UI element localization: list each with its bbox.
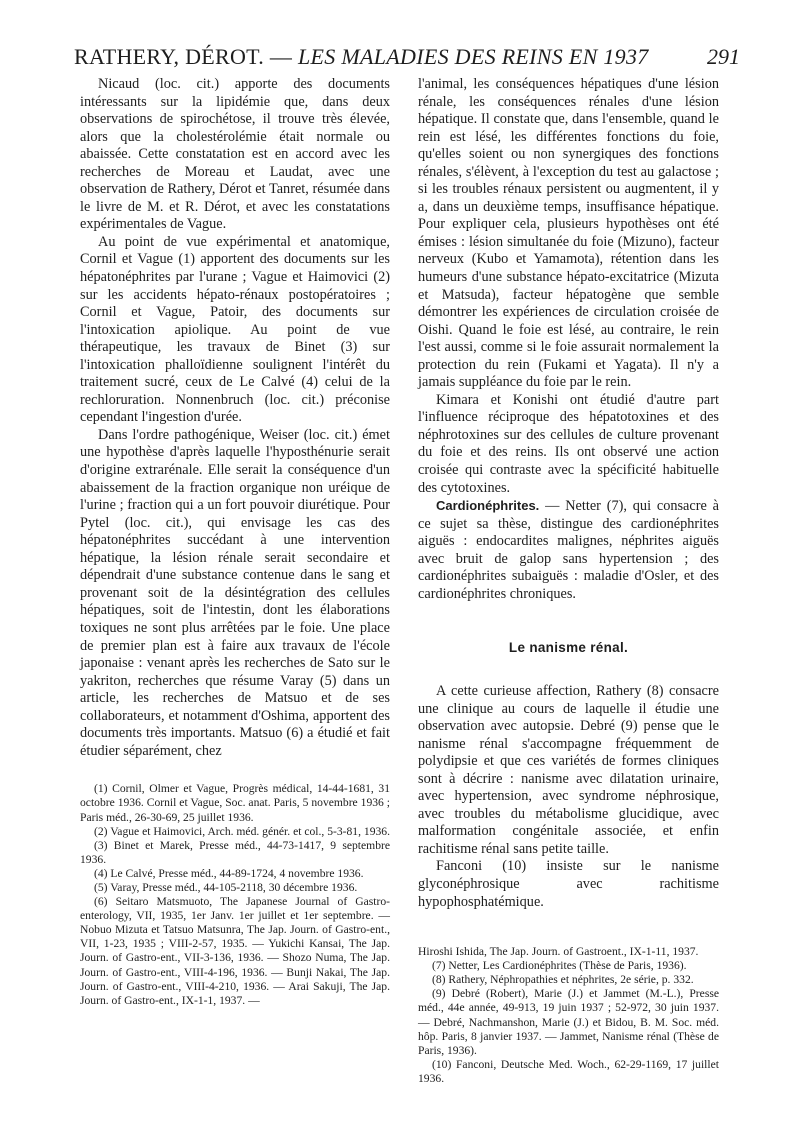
- paragraph: Fanconi (10) insiste sur le nanisme glyconéphrosique avec rachitisme hypophosphatémique.: [418, 858, 719, 910]
- paragraph: Dans l'ordre pathogénique, Weiser (loc. cit.) émet une hypothèse d'après laquelle l'hyposthénurie serait d'origine extrarénale. Elle serait la conséquence d'un abaissement de la fraction organique non uréique de l'urine ; fraction qui a un fort pouvoir diurétique. Pour Pytel (loc. cit.), qui envisage les cas des hépatonéphrites succédant à une intervention hépatique, la lésion rénale serait secondaire et dépendrait d'une substance contenue dans le sang et provenant soit de la désintégration des cellules hépatiques, soit de l'intestin, dont les élaborations toxiques ne sont plus arrêtées par le foie. Une place de premier plan est à faire aux travaux de l'école japonaise : venant après les recherches de Sato sur le yakriton, recherches que résume Varay (5) dans un article, les recherches de Matsuo et de ses collaborateurs, et notamment d'Oshima, apportent des documents très importants. Matsuo (6) a étudié et fait étudier séparément, chez: [80, 426, 390, 759]
- footnote: (1) Cornil, Olmer et Vague, Progrès médical, 14-44-1681, 31 octobre 1936. Cornil et Vague, Soc. anat. Paris, 5 novembre 1936 ; Paris méd., 26-30-69, 25 juillet 1936.: [80, 782, 390, 824]
- left-column: [80, 76, 390, 1008]
- paragraph: Nicaud (loc. cit.) apporte des documents intéressants sur la lipidémie que, dans deux observations de spirochétose, il trouve très élevée, alors que la cholestérolémie était normale ou abaissée. Cette constatation est en accord avec les recherches de Moreau et Laudat, avec une observation de Rathery, Dérot et Tanret, résumée dans le livre de M. et R. Dérot, et avec les constatations expérimentales de Vague.: [80, 76, 390, 233]
- cardio-text: — Netter (7), qui consacre à ce sujet sa thèse, distingue des cardionéphrites aiguës : endocardites malignes, néphrites aiguës avec bruit de galop sans hypertension ; des cardionéphrites subaiguës : maladie d'Osler, et des cardionéphrites chroniques.: [418, 498, 719, 602]
- paragraph: A cette curieuse affection, Rathery (8) consacre une clinique au cours de laquelle il étudie une observation avec autopsie. Debré (9) pense que le nanisme rénal s'accompagne fréquemment de polydipsie et que ces variétés de formes cliniques sont à décrire : nanisme avec dilatation urinaire, avec hypertension, avec syndrome néphrosique, avec troubles du métabolisme glucidique, avec malformation congénitale associée, et enfin rachitisme rénal sans petite taille.: [418, 682, 719, 857]
- footnote: (2) Vague et Haimovici, Arch. méd. génér. et col., 5-3-81, 1936.: [94, 824, 390, 838]
- page-number: 291: [707, 44, 740, 69]
- footnote: (4) Le Calvé, Presse méd., 44-89-1724, 4 novembre 1936.: [94, 866, 364, 880]
- footnote: (10) Fanconi, Deutsche Med. Woch., 62-29-1169, 17 juillet 1936.: [418, 1057, 719, 1085]
- paragraph: Au point de vue expérimental et anatomique, Cornil et Vague (1) apportent des documents sur les hépatonéphrites par l'urane ; Vague et Haimovici (2) sur les accidents hépato-rénaux postopératoires ; Cornil et Vague, Patoir, des documents sur l'intoxication apiolique. Au point de vue thérapeutique, les travaux de Binet (3) sur l'intoxication phalloïdienne soulignent l'intérêt du traitement sucré, ceux de Le Calvé (4) celui de la rechloruration. Nonnenbruch (loc. cit.) préconise cependant l'ingestion d'urée.: [80, 233, 390, 426]
- header-authors: RATHERY, DÉROT.: [74, 44, 265, 69]
- header-title: [74, 44, 649, 70]
- footnote: (9) Debré (Robert), Marie (J.) et Jammet (M.-L.), Presse méd., 44e année, 49-913, 19 juin 1937 ; 52-972, 30 juin 1937. — Debré, Nachmanshon, Marie (J.) et Bidou, B. M. Soc. méd. hôp. Paris, 8 janvier 1937. — Jammet, Nanisme rénal (Thèse de Paris, 1936).: [418, 987, 719, 1057]
- header-journal-title: LES MALADIES DES REINS EN 1937: [298, 44, 649, 69]
- running-header: [74, 44, 740, 76]
- footnote: (8) Rathery, Néphropathies et néphrites, 2e série, p. 332.: [432, 973, 694, 987]
- footnote: (7) Netter, Les Cardionéphrites (Thèse de Paris, 1936).: [432, 959, 687, 973]
- footnotes-left: [80, 782, 390, 1008]
- footnote: (6) Seitaro Matsmuoto, The Japanese Journal of Gastro-enterology, VII, 1935, 1er Janv. 1er juillet et 1er septembre. — Nobuo Mizuta et Tatsuo Matsunra, The Jap. Journ. of Gastro-ent., VII, 1-23, 1935 ; VIII-2-57, 1935. — Yukichi Kansai, The Jap. Journ. of Gastro-ent., VII-3-136, 1936. — Shozo Numa, The Jap. Journ. of Gastro-ent., VIII-4-196, 1936. — Bunji Nakai, The Jap. Journ. of Gastro-ent., VIII-4-210, 1936. — Arai Sakuji, The Jap. Journ. of Gastro-ent., IX-1-1, 1937. —: [80, 895, 390, 1007]
- footnotes-right: [418, 945, 719, 1086]
- section-title: Le nanisme rénal.: [508, 640, 629, 656]
- header-dash: —: [264, 44, 298, 69]
- cardio-paragraph: [418, 497, 719, 603]
- right-column: [418, 76, 719, 1086]
- footnote: Hiroshi Ishida, The Jap. Journ. of Gastroent., IX-1-11, 1937.: [418, 945, 699, 959]
- paragraph: Kimara et Konishi ont étudié d'autre part l'influence réciproque des hépatotoxines et des néphrotoxines sur des cellules de culture provenant du foie et des reins. Ils ont observé une action croisée qui contraste avec la spécificité habituelle des cytotoxines.: [418, 391, 719, 496]
- paragraph: l'animal, les conséquences hépatiques d'une lésion rénale, les conséquences rénales d'une lésion hépatique. Il constate que, dans l'ensemble, quand le rein est lésé, les différentes fonctions du foie, qu'elles soient ou non synergiques des fonctions rénales, s'élèvent, à l'exception du test au galactose ; si les troubles rénaux persistent ou augmentent, il y a, dans un deuxième temps, insuffisance hépatique. Pour expliquer cela, plusieurs hypothèses ont été émises : lésion simultanée du foie (Mizuno), facteur nerveux (Kubo et Yamamota), rétention dans les humeurs d'une substance hépato-excitatrice (Mizuta et Matsuda), facteur hépatogène que semble démontrer les expériences de circulation croisée de Oishi. Quand le foie est lésé, au contraire, le rein l'est aussi, comme si le foie assurait normalement la protection du rein (Fukami et Yagata). Il n'y a jamais suppléance du foie par le rein.: [418, 76, 719, 391]
- footnote: (3) Binet et Marek, Presse méd., 44-73-1417, 9 septembre 1936.: [80, 838, 390, 866]
- footnote: (5) Varay, Presse méd., 44-105-2118, 30 décembre 1936.: [94, 880, 358, 894]
- cardio-label: Cardionéphrites.: [436, 498, 540, 514]
